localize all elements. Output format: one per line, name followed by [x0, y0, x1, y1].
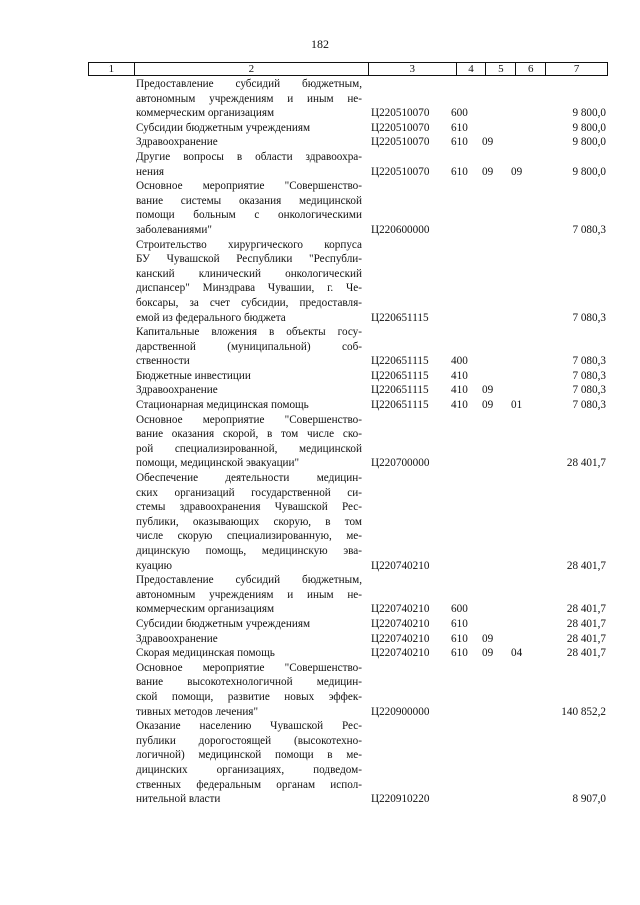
target-article-code: Ц220651115: [371, 399, 429, 412]
target-article-code: Ц220651115: [371, 369, 429, 382]
description-line: вание высокотехнологичной медицин-: [136, 676, 362, 689]
description-line: ственных федеральным органам испол-: [136, 778, 362, 791]
row-description: [136, 238, 362, 326]
row-description: [136, 661, 362, 719]
description-line: рой специализированной, медицинской: [136, 442, 362, 455]
description-line: Строительство хирургического корпуса: [136, 238, 362, 251]
row-description: [136, 719, 362, 807]
column-header-3: 3: [369, 63, 457, 75]
column-header-1: 1: [89, 63, 135, 75]
row-description: [136, 179, 362, 237]
amount: 28 401,7: [566, 603, 606, 616]
amount: 9 800,0: [572, 107, 606, 120]
amount: 7 080,3: [572, 369, 606, 382]
table-row: [0, 646, 640, 661]
subsection: 04: [511, 647, 523, 660]
expense-type: 610: [451, 165, 468, 178]
description-line: стемы здравоохранения Чувашской Рес-: [136, 501, 362, 514]
description-line: числе скорую специализированную, ме-: [136, 530, 362, 543]
amount: 140 852,2: [561, 705, 606, 718]
expense-type: 610: [451, 136, 468, 149]
description-line: коммерческим организациям: [136, 603, 275, 616]
description-line: ских организаций государственной си-: [136, 486, 362, 499]
target-article-code: Ц220740210: [371, 603, 430, 616]
amount: 28 401,7: [566, 457, 606, 470]
description-line: Здравоохранение: [136, 384, 218, 397]
description-line: Субсидии бюджетным учреждениям: [136, 617, 311, 630]
subsection: 09: [511, 165, 523, 178]
section: 09: [482, 399, 494, 412]
row-description: [136, 617, 362, 632]
page-number: 182: [311, 37, 329, 51]
table-row: [0, 617, 640, 632]
target-article-code: Ц220740210: [371, 632, 430, 645]
description-line: заболеваниями": [136, 223, 212, 236]
target-article-code: Ц220700000: [371, 457, 430, 470]
table-row: [0, 719, 640, 807]
amount: 7 080,3: [572, 311, 606, 324]
description-line: Оказание населению Чувашской Рес-: [136, 720, 362, 733]
amount: 8 907,0: [572, 793, 606, 806]
description-line: дицинских организациях, подведом-: [136, 763, 362, 776]
amount: 7 080,3: [572, 223, 606, 236]
row-description: [136, 150, 362, 179]
section: 09: [482, 632, 494, 645]
expense-type: 410: [451, 369, 468, 382]
table-row: [0, 135, 640, 150]
description-line: публики дорогостоящей (высокотехно-: [136, 734, 362, 747]
expense-type: 610: [451, 121, 468, 134]
table-body: [0, 77, 640, 807]
expense-type: 610: [451, 632, 468, 645]
target-article-code: Ц220900000: [371, 705, 430, 718]
amount: 28 401,7: [566, 617, 606, 630]
expense-type: 400: [451, 355, 468, 368]
description-line: Другие вопросы в области здравоохра-: [136, 150, 362, 163]
table-row: [0, 179, 640, 237]
description-line: Предоставление субсидий бюджетным,: [136, 78, 362, 90]
description-line: Скорая медицинская помощь: [136, 647, 275, 660]
row-description: [136, 471, 362, 573]
description-line: вание оказания скорой, в том числе ско-: [136, 428, 362, 441]
amount: 28 401,7: [566, 559, 606, 572]
row-description: [136, 135, 362, 150]
description-line: диспансер" Минздрава Чувашии, г. Че-: [136, 282, 362, 295]
section: 09: [482, 647, 494, 660]
description-line: Бюджетные инвестиции: [136, 369, 251, 382]
description-line: автономным учреждениям и иным не-: [136, 92, 362, 105]
description-line: БУ Чувашской Республики "Республи-: [136, 253, 362, 266]
row-description: [136, 398, 362, 413]
target-article-code: Ц220651115: [371, 355, 429, 368]
description-line: канский клинический онкологический: [136, 267, 362, 280]
section: 09: [482, 136, 494, 149]
table-row: [0, 369, 640, 384]
row-description: [136, 77, 362, 121]
description-line: нительной власти: [136, 793, 221, 806]
row-description: [136, 573, 362, 617]
amount: 7 080,3: [572, 399, 606, 412]
table-row: [0, 413, 640, 471]
target-article-code: Ц220651115: [371, 311, 429, 324]
table-row: [0, 238, 640, 326]
description-line: Здравоохранение: [136, 136, 218, 149]
target-article-code: Ц220510070: [371, 136, 430, 149]
target-article-code: Ц220910220: [371, 793, 430, 806]
row-description: [136, 369, 362, 384]
description-line: публики, оказывающих скорую, в том: [136, 515, 362, 528]
table-row: [0, 150, 640, 179]
description-line: ской помощи, развитие новых эффек-: [136, 690, 362, 703]
table-row: [0, 632, 640, 647]
table-row: [0, 383, 640, 398]
description-line: Основное мероприятие "Совершенство-: [136, 413, 362, 426]
target-article-code: Ц220600000: [371, 223, 430, 236]
row-description: [136, 121, 362, 136]
expense-type: 610: [451, 617, 468, 630]
expense-type: 600: [451, 107, 468, 120]
row-description: [136, 632, 362, 647]
amount: 9 800,0: [572, 165, 606, 178]
table-row: [0, 77, 640, 121]
subsection: 01: [511, 399, 523, 412]
amount: 28 401,7: [566, 632, 606, 645]
target-article-code: Ц220510070: [371, 107, 430, 120]
description-line: дицинскую помощь, медицинскую эва-: [136, 545, 362, 557]
row-description: [136, 646, 362, 661]
description-line: Стационарная медицинская помощь: [136, 399, 309, 412]
description-line: Обеспечение деятельности медицин-: [136, 472, 362, 485]
description-line: емой из федерального бюджета: [136, 311, 286, 324]
description-line: вание системы оказания медицинской: [136, 194, 362, 207]
expense-type: 600: [451, 603, 468, 616]
amount: 7 080,3: [572, 355, 606, 368]
description-line: помощи больным с онкологическими: [136, 209, 362, 222]
description-line: дарственной (муниципальной) соб-: [136, 340, 362, 353]
description-line: нения: [136, 165, 165, 178]
section: 09: [482, 384, 494, 397]
target-article-code: Ц220651115: [371, 384, 429, 397]
target-article-code: Ц220740210: [371, 559, 430, 572]
section: 09: [482, 165, 494, 178]
amount: 9 800,0: [572, 136, 606, 149]
table-row: [0, 121, 640, 136]
amount: 28 401,7: [566, 647, 606, 660]
column-header-5: 5: [486, 63, 516, 75]
target-article-code: Ц220510070: [371, 165, 430, 178]
description-line: тивных методов лечения": [136, 705, 259, 718]
row-description: [136, 383, 362, 398]
description-line: Основное мероприятие "Совершенство-: [136, 661, 362, 674]
target-article-code: Ц220740210: [371, 647, 430, 660]
row-description: [136, 325, 362, 369]
table-row: [0, 471, 640, 573]
table-row: [0, 398, 640, 413]
target-article-code: Ц220740210: [371, 617, 430, 630]
target-article-code: Ц220510070: [371, 121, 430, 134]
description-line: Капитальные вложения в объекты госу-: [136, 326, 362, 339]
description-line: куацию: [136, 559, 173, 572]
expense-type: 610: [451, 647, 468, 660]
table-row: [0, 661, 640, 719]
description-line: боксары, за счет субсидии, предоставля-: [136, 296, 362, 309]
description-line: Здравоохранение: [136, 632, 218, 645]
description-line: Субсидии бюджетным учреждениям: [136, 121, 311, 134]
expense-type: 410: [451, 399, 468, 412]
description-line: Основное мероприятие "Совершенство-: [136, 180, 362, 193]
row-description: [136, 413, 362, 471]
description-line: помощи, медицинской эвакуации": [136, 457, 300, 470]
column-header-7: 7: [573, 63, 580, 75]
description-line: логичной) медицинской помощи в ме-: [136, 749, 362, 762]
amount: 7 080,3: [572, 384, 606, 397]
column-header-2: 2: [135, 63, 369, 75]
column-header-6: 6: [516, 63, 546, 75]
table-row: [0, 573, 640, 617]
expense-type: 410: [451, 384, 468, 397]
description-line: коммерческим организациям: [136, 107, 275, 120]
description-line: автономным учреждениям и иным не-: [136, 588, 362, 601]
description-line: Предоставление субсидий бюджетным,: [136, 574, 362, 587]
table-header-row: [88, 62, 608, 76]
table-row: [0, 325, 640, 369]
column-header-4: 4: [457, 63, 487, 75]
description-line: ственности: [136, 355, 190, 368]
amount: 9 800,0: [572, 121, 606, 134]
